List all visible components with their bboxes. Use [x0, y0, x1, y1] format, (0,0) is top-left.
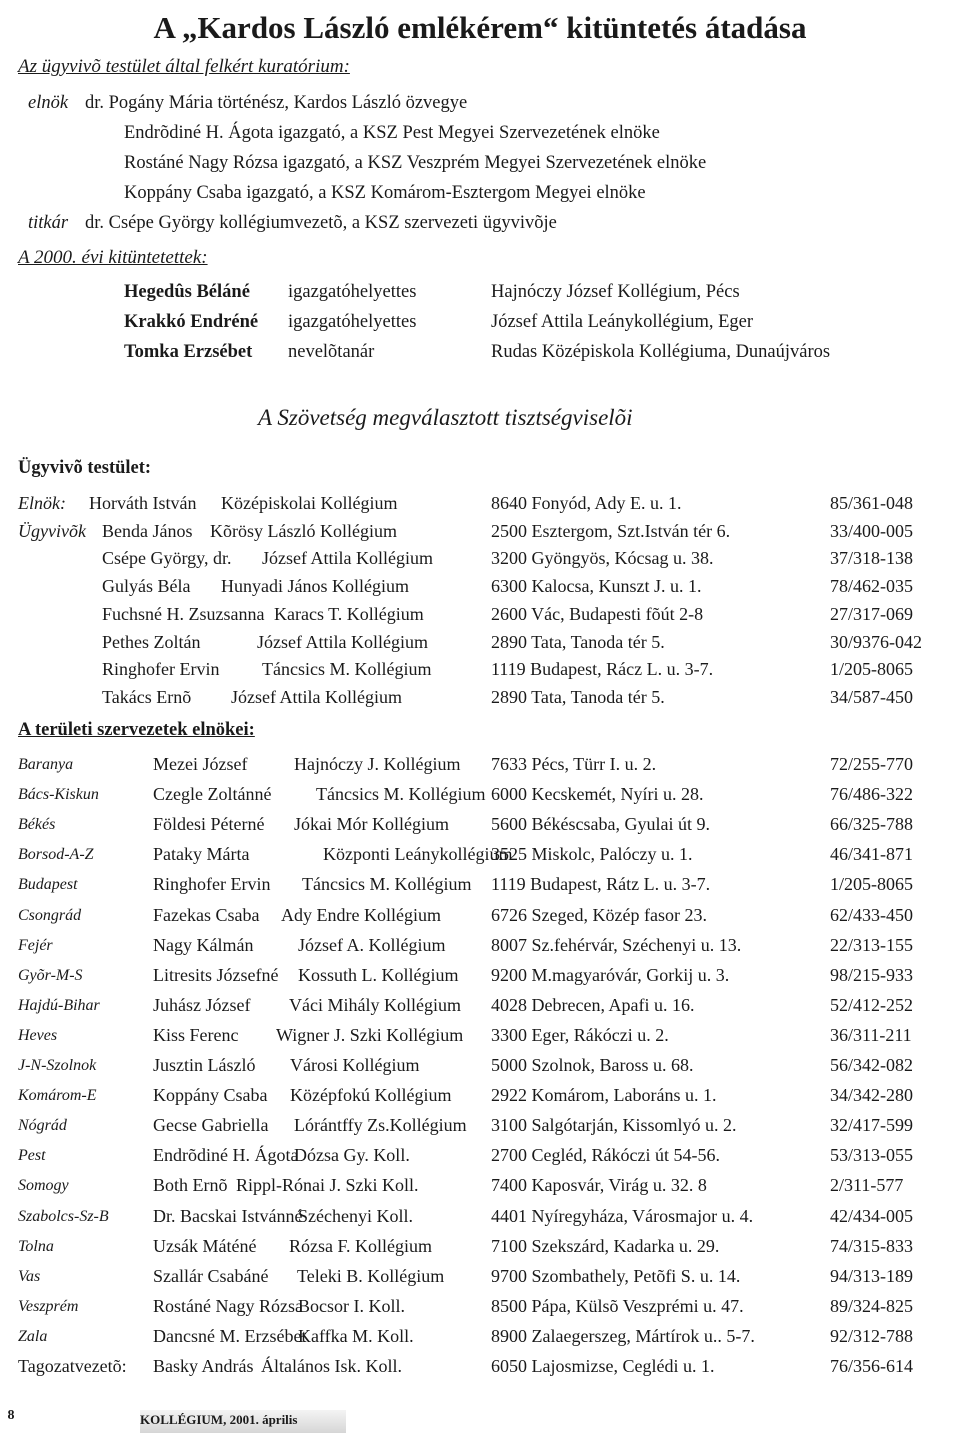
regional-president: Endrõdiné H. Ágota — [153, 1145, 299, 1166]
awardees-heading: A 2000. évi kitüntetettek: — [18, 247, 208, 268]
regional-institution: Kossuth L. Kollégium — [298, 964, 459, 985]
regional-phone: 52/412-252 — [830, 994, 913, 1015]
county-name: Budapest — [18, 876, 78, 894]
regional-institution: Központi Leánykollégium — [323, 844, 513, 865]
regional-institution: Jókai Mór Kollégium — [294, 814, 449, 835]
regional-president: Koppány Csaba — [153, 1085, 268, 1106]
board-member-name: Fuchsné H. Zsuzsanna — [102, 603, 265, 624]
page-title: A „Kardos László emlékérem“ kitüntetés átadása — [153, 10, 807, 45]
board-phone: 78/462-035 — [830, 576, 913, 597]
board-member-name: Horváth István — [89, 493, 197, 513]
board-institution: Táncsics M. Kollégium — [262, 659, 432, 680]
board-member-name: Gulyás Béla — [102, 576, 191, 597]
regional-president: Uzsák Máténé — [153, 1235, 257, 1256]
board-institution: Kõrösy László Kollégium — [210, 520, 397, 541]
county-name: Pest — [18, 1147, 46, 1165]
regional-phone: 74/315-833 — [830, 1235, 913, 1256]
board-member-name: Csépe György, dr. — [102, 548, 232, 569]
curatorium-line: Rostáné Nagy Rózsa igazgató, a KSZ Veszprém Megyei Szervezetének elnöke — [124, 153, 707, 173]
board-institution: Középiskolai Kollégium — [221, 493, 398, 513]
board-heading: Ügyvivõ testület: — [18, 458, 152, 478]
regional-president: Nagy Kálmán — [153, 934, 254, 955]
regional-address: 2700 Cegléd, Rákóczi út 54-56. — [491, 1145, 720, 1166]
board-member-name: Takács Ernõ — [102, 686, 192, 707]
county-name: Szabolcs-Sz-B — [18, 1207, 109, 1225]
board-address: 2890 Tata, Tanoda tér 5. — [491, 631, 665, 652]
regional-institution: Táncsics M. Kollégium — [316, 784, 486, 805]
regional-president: Dr. Bacskai Istvánné — [153, 1205, 303, 1226]
regional-president: Czegle Zoltánné — [153, 784, 272, 805]
board-institution: Hunyadi János Kollégium — [221, 576, 409, 597]
county-name: Hajdú-Bihar — [18, 996, 100, 1014]
county-name: Veszprém — [18, 1297, 79, 1315]
board-address: 1119 Budapest, Rácz L. u. 3-7. — [491, 659, 714, 680]
county-name: Borsod-A-Z — [18, 846, 94, 864]
regional-president: Juhász József — [153, 994, 251, 1015]
regional-institution: Dózsa Gy. Koll. — [294, 1145, 410, 1166]
regional-phone: 56/342-082 — [830, 1055, 913, 1075]
officials-heading: A Szövetség megválasztott tisztségviselõi — [258, 405, 633, 430]
board-phone: 85/361-048 — [830, 493, 913, 513]
regional-address: 7400 Kaposvár, Virág u. 32. 8 — [491, 1175, 707, 1196]
county-name: Tagozatvezetõ: — [18, 1356, 127, 1376]
regional-phone: 36/311-211 — [830, 1024, 912, 1045]
county-name: Baranya — [18, 756, 74, 773]
county-name: Tolna — [18, 1237, 54, 1255]
board-address: 2500 Esztergom, Szt.István tér 6. — [491, 520, 731, 541]
regional-president: Fazekas Csaba — [153, 904, 260, 925]
curatorium-line: dr. Pogány Mária történész, Kardos László özvegye — [85, 93, 468, 113]
awardee-institution: Hajnóczy József Kollégium, Pécs — [491, 282, 740, 302]
regional-institution: Széchenyi Koll. — [298, 1205, 413, 1226]
board-phone: 37/318-138 — [830, 548, 913, 569]
regional-phone: 1/205-8065 — [830, 874, 913, 895]
regional-address: 3525 Miskolc, Palóczy u. 1. — [491, 844, 693, 865]
regional-institution: Váci Mihály Kollégium — [289, 994, 461, 1015]
regional-president: Ringhofer Ervin — [153, 874, 271, 895]
regional-president: Kiss Ferenc — [153, 1024, 239, 1045]
regional-president: Dancsné M. Erzsébet — [153, 1325, 307, 1346]
regional-address: 6726 Szeged, Közép fasor 23. — [491, 904, 707, 925]
regional-address: 7633 Pécs, Türr I. u. 2. — [491, 754, 657, 774]
regional-address: 4028 Debrecen, Apafi u. 16. — [491, 994, 695, 1015]
curatorium-line: Endrõdiné H. Ágota igazgató, a KSZ Pest Megyei Szervezetének elnöke — [124, 123, 660, 143]
board-institution: József Attila Kollégium — [257, 631, 428, 652]
county-name: Csongrád — [18, 906, 82, 924]
regional-president: Rostáné Nagy Rózsa — [153, 1295, 303, 1316]
county-name: Fejér — [18, 936, 53, 954]
regional-address: 4401 Nyíregyháza, Városmajor u. 4. — [491, 1205, 754, 1226]
regional-phone: 2/311-577 — [830, 1175, 904, 1196]
county-name: Zala — [18, 1327, 48, 1345]
regional-phone: 76/486-322 — [830, 784, 913, 805]
regional-address: 3100 Salgótarján, Kissomlyó u. 2. — [491, 1115, 737, 1136]
board-address: 6300 Kalocsa, Kunszt J. u. 1. — [491, 576, 702, 597]
regional-institution: Középfokú Kollégium — [290, 1085, 452, 1106]
regional-address: 8007 Sz.fehérvár, Széchenyi u. 13. — [491, 934, 742, 955]
county-name: Heves — [18, 1026, 58, 1044]
county-name: J-N-Szolnok — [18, 1057, 97, 1074]
county-name: Békés — [18, 816, 56, 834]
awardee-position: nevelõtanár — [288, 342, 375, 362]
regional-president: Basky András — [153, 1356, 254, 1376]
regional-institution: Bocsor I. Koll. — [298, 1295, 405, 1316]
county-name: Bács-Kiskun — [18, 786, 99, 804]
county-name: Gyõr-M-S — [18, 966, 83, 984]
awardee-position: igazgatóhelyettes — [288, 282, 417, 302]
regional-president: Pataky Márta — [153, 844, 250, 865]
regional-institution: Kaffka M. Koll. — [298, 1325, 414, 1346]
regional-institution: Táncsics M. Kollégium — [302, 874, 472, 895]
regional-phone: 53/313-055 — [830, 1145, 913, 1166]
regional-institution: Városi Kollégium — [290, 1055, 420, 1075]
regional-institution: József A. Kollégium — [298, 934, 446, 955]
regional-institution: Rippl-Rónai J. Szki Koll. — [236, 1175, 419, 1196]
regional-phone: 46/341-871 — [830, 844, 913, 865]
regional-address: 2922 Komárom, Laboráns u. 1. — [491, 1085, 717, 1106]
page-number: 8 — [7, 1408, 15, 1423]
regional-president: Jusztin László — [153, 1055, 256, 1075]
board-phone: 34/587-450 — [830, 686, 913, 707]
board-institution: József Attila Kollégium — [262, 548, 433, 569]
regional-address: 1119 Budapest, Rátz L. u. 3-7. — [491, 874, 711, 895]
board-institution: Karacs T. Kollégium — [274, 603, 424, 624]
regional-address: 9200 M.magyaróvár, Gorkij u. 3. — [491, 964, 730, 985]
regional-institution: Lórántffy Zs.Kollégium — [294, 1115, 467, 1136]
board-address: 8640 Fonyód, Ady E. u. 1. — [491, 493, 682, 513]
board-phone: 33/400-005 — [830, 520, 913, 541]
regional-institution: Ady Endre Kollégium — [281, 904, 441, 925]
regional-phone: 76/356-614 — [830, 1356, 913, 1376]
regional-phone: 94/313-189 — [830, 1265, 913, 1286]
regional-address: 3300 Eger, Rákóczi u. 2. — [491, 1024, 669, 1045]
regional-phone: 22/313-155 — [830, 934, 913, 955]
awardee-position: igazgatóhelyettes — [288, 312, 417, 332]
regional-president: Litresits Józsefné — [153, 964, 279, 985]
county-name: Vas — [18, 1267, 41, 1285]
board-member-name: Ringhofer Ervin — [102, 659, 220, 680]
regional-institution: Rózsa F. Kollégium — [289, 1235, 433, 1256]
regional-phone: 92/312-788 — [830, 1325, 913, 1346]
board-phone: 30/9376-042 — [830, 631, 922, 652]
regional-president: Földesi Péterné — [153, 814, 265, 835]
regional-phone: 66/325-788 — [830, 814, 913, 835]
regional-address: 6050 Lajosmizse, Ceglédi u. 1. — [491, 1356, 715, 1376]
curatorium-line: Koppány Csaba igazgató, a KSZ Komárom-Esztergom Megyei elnöke — [124, 183, 646, 203]
board-address: 2890 Tata, Tanoda tér 5. — [491, 686, 665, 707]
regional-president: Mezei József — [153, 754, 248, 774]
regional-president: Both Ernõ — [153, 1175, 228, 1196]
board-address: 3200 Gyöngyös, Kócsag u. 38. — [491, 548, 714, 569]
board-phone: 1/205-8065 — [830, 659, 913, 680]
regional-address: 5600 Békéscsaba, Gyulai út 9. — [491, 814, 710, 835]
regional-address: 5000 Szolnok, Baross u. 68. — [491, 1055, 694, 1075]
board-member-name: Benda János — [102, 520, 193, 541]
curatorium-line: dr. Csépe György kollégiumvezetõ, a KSZ szervezeti ügyvivõje — [85, 213, 557, 233]
awardee-name: Krakkó Endréné — [124, 312, 259, 332]
regional-heading: A területi szervezetek elnökei: — [18, 720, 255, 740]
board-role: Ügyvivõk — [18, 520, 86, 541]
board-phone: 27/317-069 — [830, 603, 913, 624]
regional-president: Szallár Csabáné — [153, 1265, 269, 1286]
curatorium-heading: Az ügyvivõ testület által felkért kuratórium: — [18, 56, 350, 77]
regional-president: Gecse Gabriella — [153, 1115, 269, 1136]
regional-phone: 42/434-005 — [830, 1205, 913, 1226]
regional-address: 8500 Pápa, Külsõ Veszprémi u. 47. — [491, 1295, 744, 1316]
awardee-name: Tomka Erzsébet — [124, 342, 253, 362]
curatorium-role-chair: elnök — [28, 93, 69, 113]
regional-institution: Wigner J. Szki Kollégium — [276, 1024, 464, 1045]
curatorium-role-secretary: titkár — [28, 213, 69, 233]
awardee-institution: József Attila Leánykollégium, Eger — [491, 312, 754, 332]
regional-institution: Hajnóczy J. Kollégium — [294, 754, 461, 774]
regional-phone: 89/324-825 — [830, 1295, 913, 1316]
awardee-name: Hegedûs Béláné — [124, 282, 250, 302]
regional-phone: 72/255-770 — [830, 754, 913, 774]
county-name: Nógrád — [18, 1117, 67, 1135]
regional-phone: 98/215-933 — [830, 964, 913, 985]
board-institution: József Attila Kollégium — [231, 686, 402, 707]
county-name: Somogy — [18, 1177, 69, 1195]
awardee-institution: Rudas Középiskola Kollégiuma, Dunaújváros — [491, 342, 831, 362]
regional-phone: 34/342-280 — [830, 1085, 913, 1106]
board-address: 2600 Vác, Budapesti fõút 2-8 — [491, 603, 704, 624]
regional-address: 8900 Zalaegerszeg, Mártírok u.. 5-7. — [491, 1325, 755, 1346]
board-member-name: Pethes Zoltán — [102, 631, 201, 652]
county-name: Komárom-E — [18, 1087, 97, 1105]
regional-address: 9700 Szombathely, Petõfi S. u. 14. — [491, 1265, 741, 1286]
regional-phone: 62/433-450 — [830, 904, 913, 925]
footer-publication: KOLLÉGIUM, 2001. április — [140, 1412, 298, 1427]
board-role: Elnök: — [18, 493, 66, 513]
regional-institution: Általános Isk. Koll. — [261, 1356, 402, 1376]
regional-address: 6000 Kecskemét, Nyíri u. 28. — [491, 784, 704, 805]
regional-phone: 32/417-599 — [830, 1115, 913, 1136]
regional-address: 7100 Szekszárd, Kadarka u. 29. — [491, 1235, 720, 1256]
regional-institution: Teleki B. Kollégium — [297, 1265, 445, 1286]
